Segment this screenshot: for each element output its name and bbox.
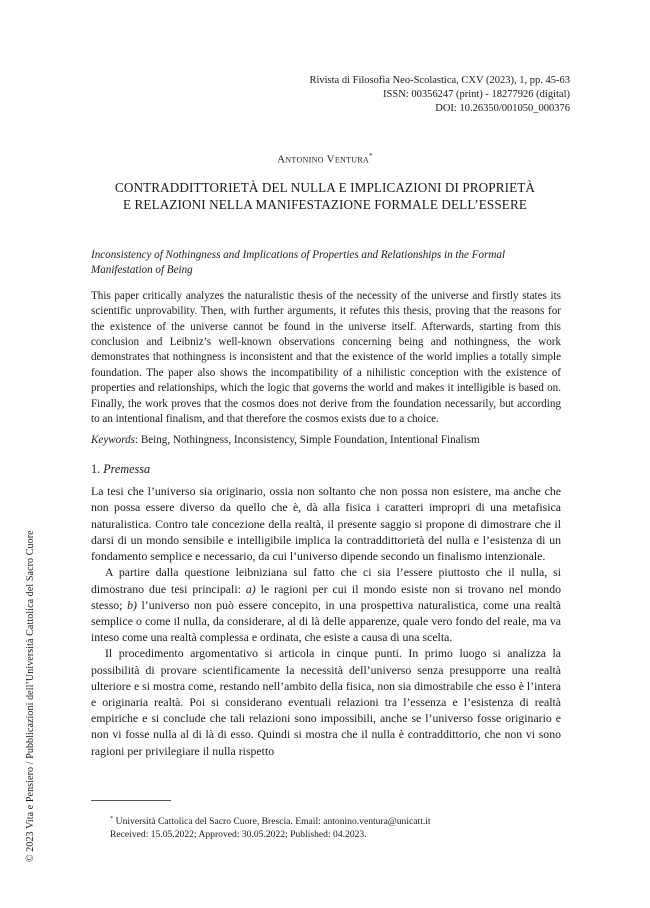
section-heading: [91, 462, 561, 477]
footnote: [110, 812, 560, 841]
paper-title: [60, 179, 590, 213]
author-footnote-mark: *: [369, 152, 373, 160]
footnote-affiliation-text: Università Cattolica del Sacro Cuore, Brescia. Email: antonino.ventura@unicatt.it: [115, 816, 431, 828]
paper-title-line-1: CONTRADDITTORIETÀ DEL NULLA E IMPLICAZIONI DI PROPRIETÀ: [114, 180, 536, 195]
p2-part-a: A partire dalla questione leibniziana sul fatto che ci sia l’essere piuttosto che il nulla, si dimostrano due tesi principali:: [91, 565, 561, 596]
body-text: [91, 483, 561, 758]
journal-header: [150, 74, 570, 116]
keywords: [91, 433, 561, 448]
section-number: 1.: [91, 461, 104, 476]
section-title: Premessa: [103, 461, 151, 476]
copyright-side-text: © 2023 Vita e Pensiero / Pubblicazioni dell’Università Cattolica del Sacro Cuore: [25, 530, 36, 862]
footnote-mark: *: [110, 815, 114, 822]
paper-title-line-2: E RELAZIONI NELLA MANIFESTAZIONE FORMALE DELL’ESSERE: [122, 197, 527, 212]
body-paragraph-1: La tesi che l’universo sia originario, ossia non soltanto che non possa non esistere, ma anche che non possa essere diverso da quello che è, dà alla fisica i caratteri impropri di una metafisica naturalistica. Contro tale concezione della realtà, il presente saggio si propone di dimostrare che il darsi di un mondo sensibile e intelligibile implica la contraddittorietà del nulla e l’esistenza di un fondamento semplice e necessario, da cui l’universo dipende secondo un finalismo intenzionale.: [91, 484, 561, 564]
abstract: This paper critically analyzes the naturalistic thesis of the necessity of the universe and firstly states its scientific unprovability. Then, with further arguments, it refutes this thesis, proving that the reasons for the existence of the universe cannot be found in the universe itself. Afterwards, starting from this conclusion and Leibniz’s well-known observations concerning being and nothingness, the work demonstrates that nothingness is inconsistent and that the existence of the world implies a totally simple foundation. The paper also shows the incompatibility of a nihilistic conception with the existence of properties and relationships, which the logic that governs the world and makes it intelligible is based on. Finally, the work proves that the cosmos does not derive from the foundation necessarily, but according to an intentional finalism, and that therefore the cosmos exists due to a choice.: [91, 289, 561, 426]
body-paragraph-2: [91, 564, 561, 645]
footnote-affiliation: [110, 812, 560, 828]
journal-doi: DOI: 10.26350/001050_000376: [435, 103, 570, 114]
body-paragraph-3: Il procedimento argomentativo si articola in cinque punti. In primo luogo si analizza la possibilità di provare scientificamente la necessità dell’universo senza presupporre una realtà ulteriore e si mostra come, restando nell’ambito della fisica, non sia dimostrabile che esso è l’intera e originaria realtà. Poi si considerano eventuali relazioni tra l’essenza e l’esistenza di realtà empiriche e si conclude che tali relazioni sono impossibili, anche se l’universo fosse originario e non vi fosse nulla al di là di esso. Quindi si mostra che il nulla è contraddittorio, che non vi sono ragioni per privilegiare il nulla rispetto: [91, 646, 561, 758]
footnote-divider: [91, 800, 171, 801]
author-name: Antonino Ventura: [277, 153, 370, 166]
p2-part-c: l’universo non può essere concepito, in una prospettiva naturalistica, come una realtà semplice o come il nulla, da considerare, al di là delle apparenze, quale vero fondo del reale, ma va inteso come una realtà complessa e ordinata, che esiste a causa di una scelta.: [91, 597, 562, 645]
author-line: [0, 152, 650, 166]
main-content: [91, 248, 561, 759]
footnote-dates: Received: 15.05.2022; Approved: 30.05.2022; Published: 04.2023.: [110, 829, 367, 841]
journal-citation: Rivista di Filosofia Neo-Scolastica, CXV (2023), 1, pp. 45-63: [309, 75, 570, 86]
keywords-values: : Being, Nothingness, Inconsistency, Simple Foundation, Intentional Finalism: [134, 434, 480, 447]
p2-label-a: a): [245, 581, 256, 596]
p2-part-b: le ragioni per cui il mondo esiste non si trovano nel mondo stesso;: [91, 581, 562, 612]
p2-label-b: b): [127, 597, 137, 612]
journal-issn: ISSN: 00356247 (print) - 18277926 (digital): [383, 89, 570, 100]
keywords-label: Keywords: [91, 434, 135, 447]
english-title: Inconsistency of Nothingness and Implications of Properties and Relationships in the Formal Manifestation of Being: [91, 249, 506, 277]
